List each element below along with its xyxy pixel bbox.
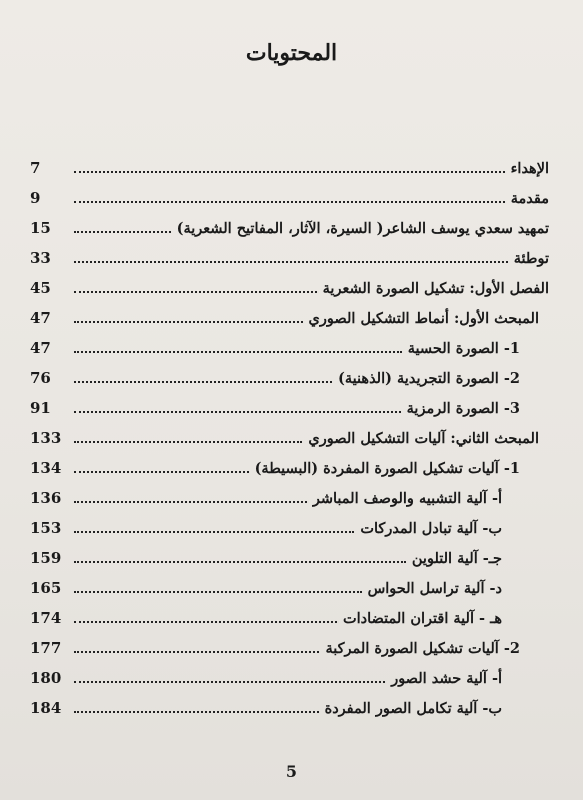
toc-entry-simile	[30, 482, 502, 508]
dot-leader	[74, 381, 332, 383]
dot-leader	[74, 231, 171, 233]
toc-entry-opposites	[30, 602, 502, 628]
dot-leader	[74, 291, 317, 293]
toc-entry-title: أ- آلية حشد الصور	[391, 670, 502, 687]
toc-entry-title: المبحث الثاني: آليات التشكيل الصوري	[308, 430, 539, 447]
dot-leader	[74, 681, 385, 683]
toc-entry-title: مقدمة	[510, 190, 549, 207]
toc-entry-perception-exchange	[30, 512, 502, 538]
toc-entry-title: الإهداء	[510, 160, 549, 177]
toc-entry-title: ب- آلية تبادل المدركات	[360, 520, 502, 537]
toc-entry-dedication	[30, 152, 549, 178]
toc-entry-title: تمهيد سعدي يوسف الشاعر( السيرة، الآثار، المفاتيح الشعرية)	[176, 220, 549, 237]
toc-page-number: 153	[30, 519, 62, 537]
dot-leader	[74, 561, 406, 563]
toc-page-number: 47	[30, 339, 51, 357]
toc-entry-sensory-image	[30, 332, 520, 358]
toc-entry-symbolic-image	[30, 392, 520, 418]
toc-page-number: 9	[30, 189, 41, 207]
toc-entry-compound-image-mechanisms	[30, 632, 520, 658]
toc-entry-title: 1- الصورة الحسية	[407, 340, 520, 357]
toc-entry-title: المبحث الأول: أنماط التشكيل الصوري	[308, 310, 539, 327]
toc-entry-synesthesia	[30, 572, 502, 598]
toc-page-number: 133	[30, 429, 62, 447]
dot-leader	[74, 621, 337, 623]
toc-page-number: 15	[30, 219, 51, 237]
toc-entry-coloring	[30, 542, 502, 568]
toc-entry-chapter-1	[30, 272, 549, 298]
dot-leader	[74, 471, 249, 473]
toc-entry-title: توطئة	[513, 250, 549, 267]
toc-page-number: 177	[30, 639, 62, 657]
toc-page-number: 136	[30, 489, 62, 507]
toc-page-number: 134	[30, 459, 62, 477]
dot-leader	[74, 321, 303, 323]
dot-leader	[74, 411, 401, 413]
page-title: المحتويات	[245, 40, 338, 66]
toc-entry-abstract-image	[30, 362, 520, 388]
toc-entry-simple-image-mechanisms	[30, 452, 520, 478]
toc-entry-introduction	[30, 182, 549, 208]
dot-leader	[74, 531, 354, 533]
toc-entry-title: 2- الصورة التجريدية (الذهنية)	[338, 370, 520, 387]
toc-page-number: 76	[30, 369, 51, 387]
toc-page-number: 47	[30, 309, 51, 327]
toc-entry-title: ب- آلية تكامل الصور المفردة	[324, 700, 502, 717]
toc-entry-section-2	[30, 422, 539, 448]
table-of-contents	[30, 0, 550, 800]
toc-page-number: 180	[30, 669, 62, 687]
toc-entry-title: د- آلية تراسل الحواس	[367, 580, 502, 597]
dot-leader	[74, 201, 505, 203]
toc-entry-title: هـ - آلية اقتران المتضادات	[342, 610, 502, 627]
dot-leader	[74, 651, 319, 653]
dot-leader	[74, 351, 402, 353]
toc-page-number: 159	[30, 549, 62, 567]
dot-leader	[74, 711, 319, 713]
page-number: 5	[285, 762, 298, 781]
toc-entry-title: 3- الصورة الرمزية	[406, 400, 520, 417]
toc-entry-section-1	[30, 302, 539, 328]
toc-entry-preface	[30, 212, 549, 238]
dot-leader	[74, 591, 362, 593]
toc-page-number: 165	[30, 579, 62, 597]
toc-page-number: 7	[30, 159, 41, 177]
dot-leader	[74, 501, 307, 503]
toc-page-number: 174	[30, 609, 62, 627]
dot-leader	[74, 261, 508, 263]
dot-leader	[74, 441, 302, 443]
toc-entry-title: الفصل الأول: تشكيل الصورة الشعرية	[322, 280, 549, 297]
toc-entry-title: 1- آليات تشكيل الصورة المفردة (البسيطة)	[254, 460, 520, 477]
toc-entry-image-accumulation	[30, 662, 502, 688]
toc-page-number: 184	[30, 699, 62, 717]
toc-entry-image-integration	[30, 692, 502, 718]
toc-page-number: 33	[30, 249, 51, 267]
toc-page-number: 91	[30, 399, 51, 417]
toc-entry-title: جـ- آلية التلوين	[411, 550, 502, 567]
toc-entry-title: 2- آليات تشكيل الصورة المركبة	[325, 640, 520, 657]
toc-page-number: 45	[30, 279, 51, 297]
dot-leader	[74, 171, 505, 173]
toc-entry-foreword	[30, 242, 549, 268]
toc-entry-title: أ- آلية التشبيه والوصف المباشر	[312, 490, 502, 507]
